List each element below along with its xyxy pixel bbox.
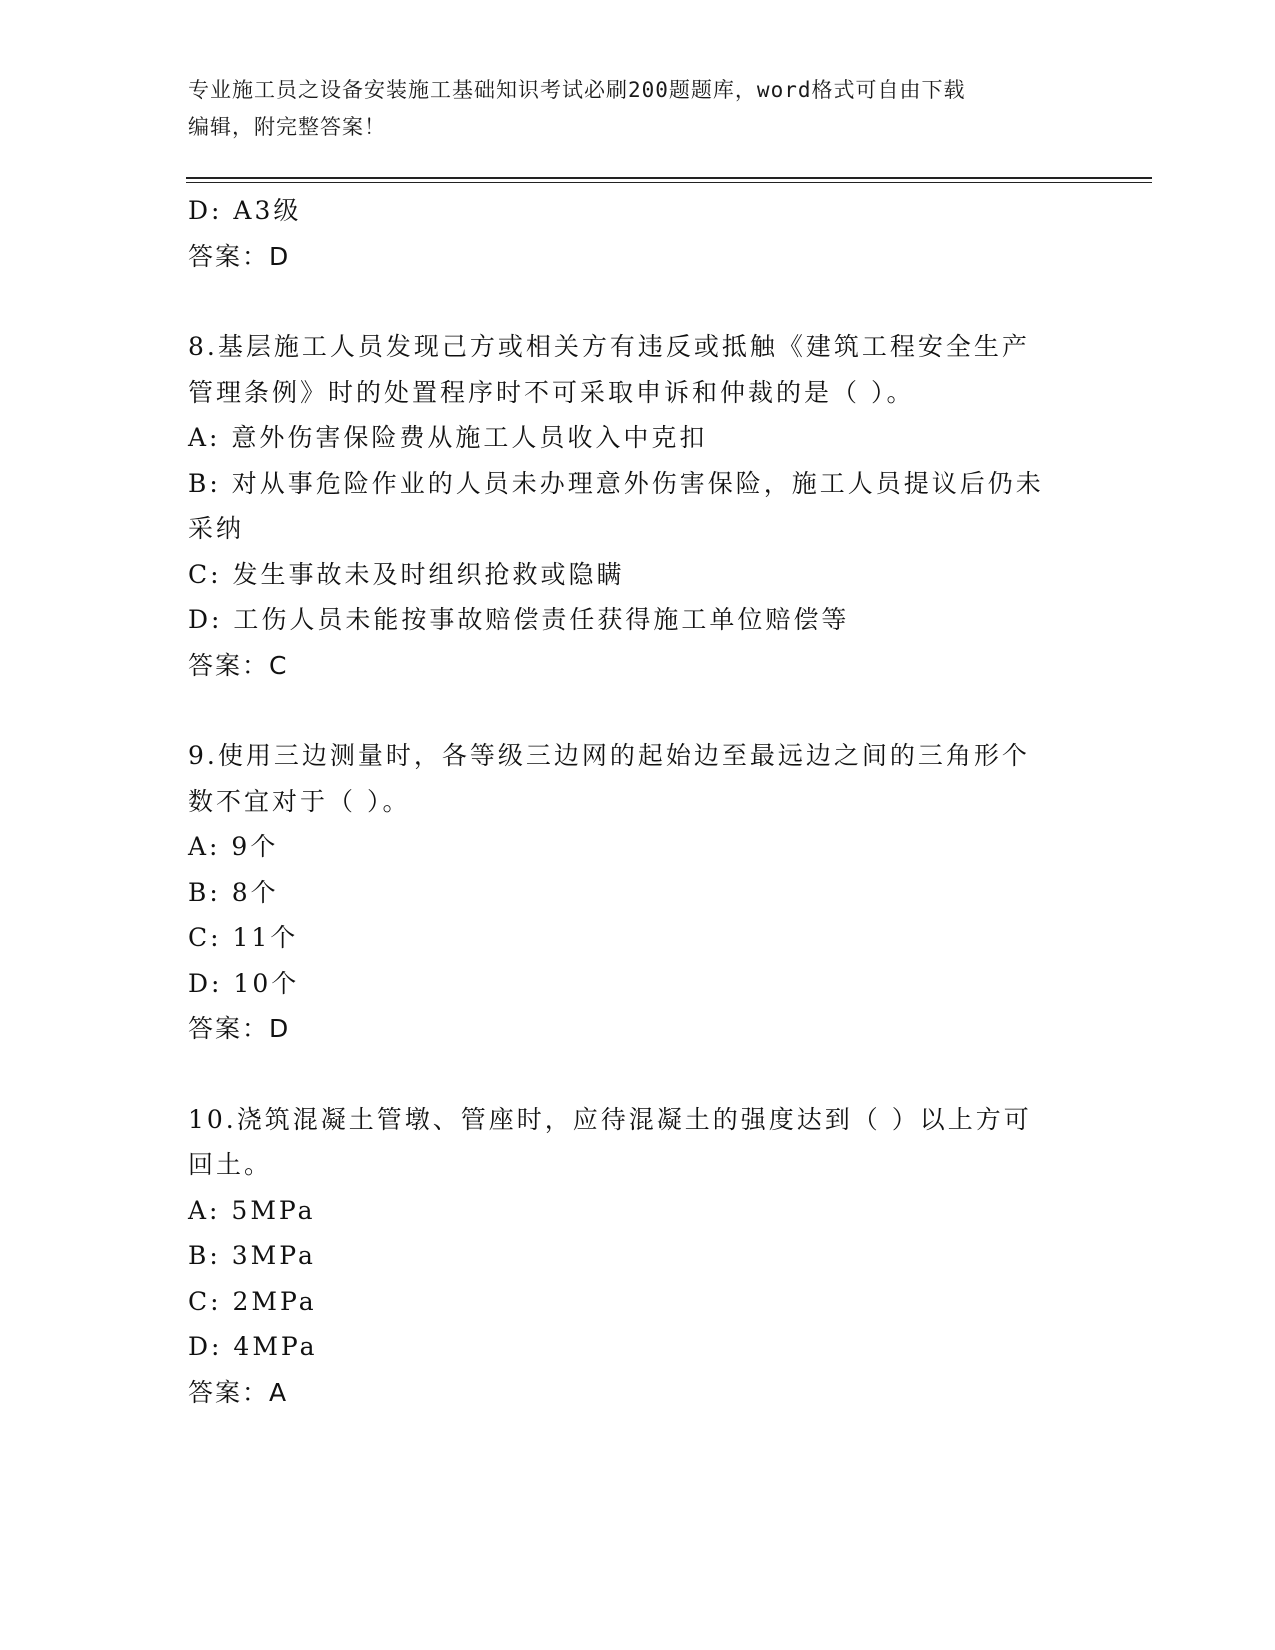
question-text-line-2: 数不宜对于（ ）。 — [188, 786, 411, 816]
question-text-line-1: 8.基层施工人员发现己方或相关方有违反或抵触《建筑工程安全生产 — [188, 332, 1030, 361]
spacer — [188, 688, 1088, 733]
option-c: C: 11个 — [188, 923, 299, 952]
answer-label: 答案：D — [188, 1014, 291, 1043]
option-a: A: 意外伤害保险费从施工人员收入中克扣 — [188, 423, 708, 452]
option-d: D: A3级 — [188, 196, 302, 225]
question-text-line-1: 10.浇筑混凝土管墩、管座时，应待混凝土的强度达到（ ）以上方可 — [188, 1104, 1032, 1134]
answer-label: 答案：A — [188, 1377, 289, 1407]
option-d: D: 工伤人员未能按事故赔偿责任获得施工单位赔偿等 — [188, 605, 850, 634]
option-b-line-2: 采纳 — [188, 514, 245, 543]
answer-label: 答案：C — [188, 650, 289, 680]
option-d: D: 10个 — [188, 968, 300, 998]
question-block-previous — [188, 188, 1088, 279]
spacer — [188, 1052, 1088, 1097]
spacer — [188, 279, 1088, 324]
option-b: B: 3MPa — [188, 1241, 316, 1270]
header-title-line-1: 专业施工员之设备安装施工基础知识考试必刷200题题库，word格式可自由下载 — [188, 78, 966, 102]
option-c: C: 发生事故未及时组织抢救或隐瞒 — [188, 559, 625, 589]
question-list — [188, 188, 1088, 1415]
question-block-10 — [188, 1097, 1088, 1416]
question-text-line-2: 回土。 — [188, 1150, 273, 1179]
header-divider-thick — [186, 177, 1152, 179]
question-block-8 — [188, 324, 1088, 688]
option-a: A: 9个 — [188, 832, 279, 861]
option-a: A: 5MPa — [188, 1195, 316, 1225]
header-title-line-2: 编辑，附完整答案！ — [188, 115, 386, 139]
question-text-line-1: 9.使用三边测量时，各等级三边网的起始边至最远边之间的三角形个 — [188, 741, 1030, 770]
document-header — [188, 72, 1068, 146]
answer-label: 答案：D — [188, 241, 291, 271]
option-b-line-1: B: 对从事危险作业的人员未办理意外伤害保险，施工人员提议后仍未 — [188, 468, 1044, 498]
option-c: C: 2MPa — [188, 1286, 317, 1316]
option-d: D: 4MPa — [188, 1332, 318, 1361]
question-block-9 — [188, 733, 1088, 1052]
option-b: B: 8个 — [188, 877, 279, 907]
question-text-line-2: 管理条例》时的处置程序时不可采取申诉和仲裁的是（ ）。 — [188, 377, 915, 407]
header-divider-thin — [186, 182, 1152, 183]
